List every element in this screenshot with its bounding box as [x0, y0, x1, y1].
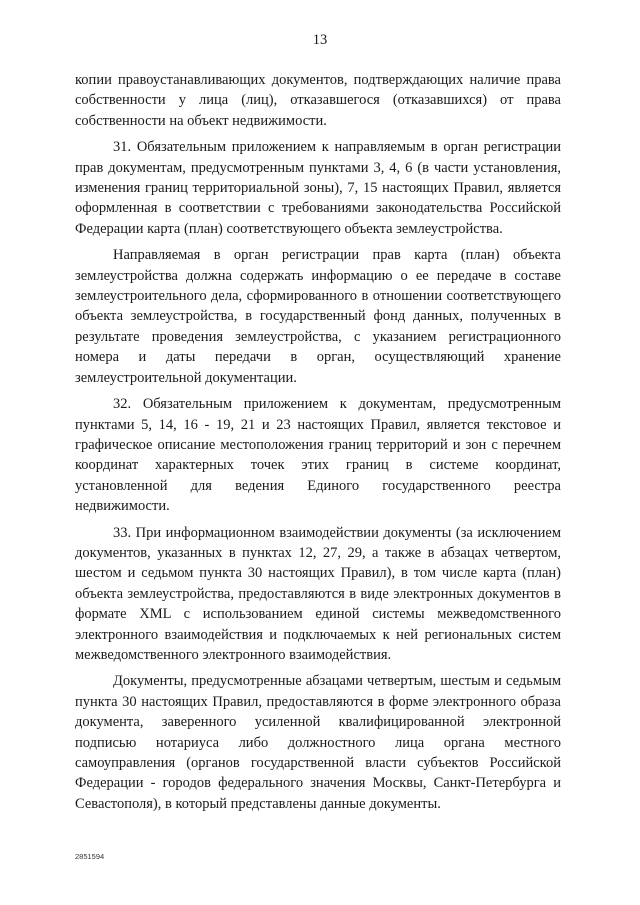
paragraph-item-31: 31. Обязательным приложением к направляемым в орган регистрации прав документам, предусмотренным пунктами 3, 4, 6 (в части установления, изменения границ территориальной зоны), 7, 15 настоящих Правил, является оформленная в соответствии с требованиями законодательства Российской Федерации карта (план) соответствующего объекта землеустройства. [75, 139, 561, 237]
page-number: 13 [312, 32, 328, 48]
paragraph-item-32: 32. Обязательным приложением к документам, предусмотренным пунктами 5, 14, 16 - 19, 21 и 23 настоящих Правил, является текстовое и графическое описание местоположения границ территорий и зон с перечнем координат характерных точек этих границ в системе координат, установленной для ведения Единого государственного реестра недвижимости. [75, 396, 561, 515]
paragraph-continuation: копии правоустанавливающих документов, подтверждающих наличие права собственности у лица (лиц), отказавшегося (отказавшихся) от права собственности на объект недвижимости. [75, 72, 561, 129]
paragraph-item-31-map-requirements: Направляемая в орган регистрации прав карта (план) объекта землеустройства должна содержать информацию о ее передаче в составе землеустроительного дела, сформированного в отношении соответствующего объекта землеустройства, в государственный фонд данных, полученных в результате проведения землеустройства, с указанием регистрационного номера и даты передачи в орган, осуществляющий хранение землеустроительной документации. [75, 247, 561, 386]
paragraph-item-33-electronic-image: Документы, предусмотренные абзацами четвертым, шестым и седьмым пункта 30 настоящих Правил, предоставляются в форме электронного образа документа, заверенного усиленной квалифицированной электронной подписью нотариуса либо должностного лица органа местного самоуправления (органов государственной власти субъектов Российской Федерации - городов федерального значения Москвы, Санкт-Петербурга и Севастополя), в который представлены данные документы. [75, 673, 561, 812]
paragraph-item-33: 33. При информационном взаимодействии документы (за исключением документов, указанных в пунктах 12, 27, 29, а также в абзацах четвертом, шестом и седьмом пункта 30 настоящих Правил), в том числе карта (план) объекта землеустройства, предоставляются в виде электронных документов в формате XML с использованием единой системы межведомственного электронного взаимодействия и подключаемых к ней региональных систем межведомственного электронного взаимодействия. [75, 524, 561, 663]
document-body [75, 70, 561, 814]
document-code: 2851594 [75, 852, 105, 861]
